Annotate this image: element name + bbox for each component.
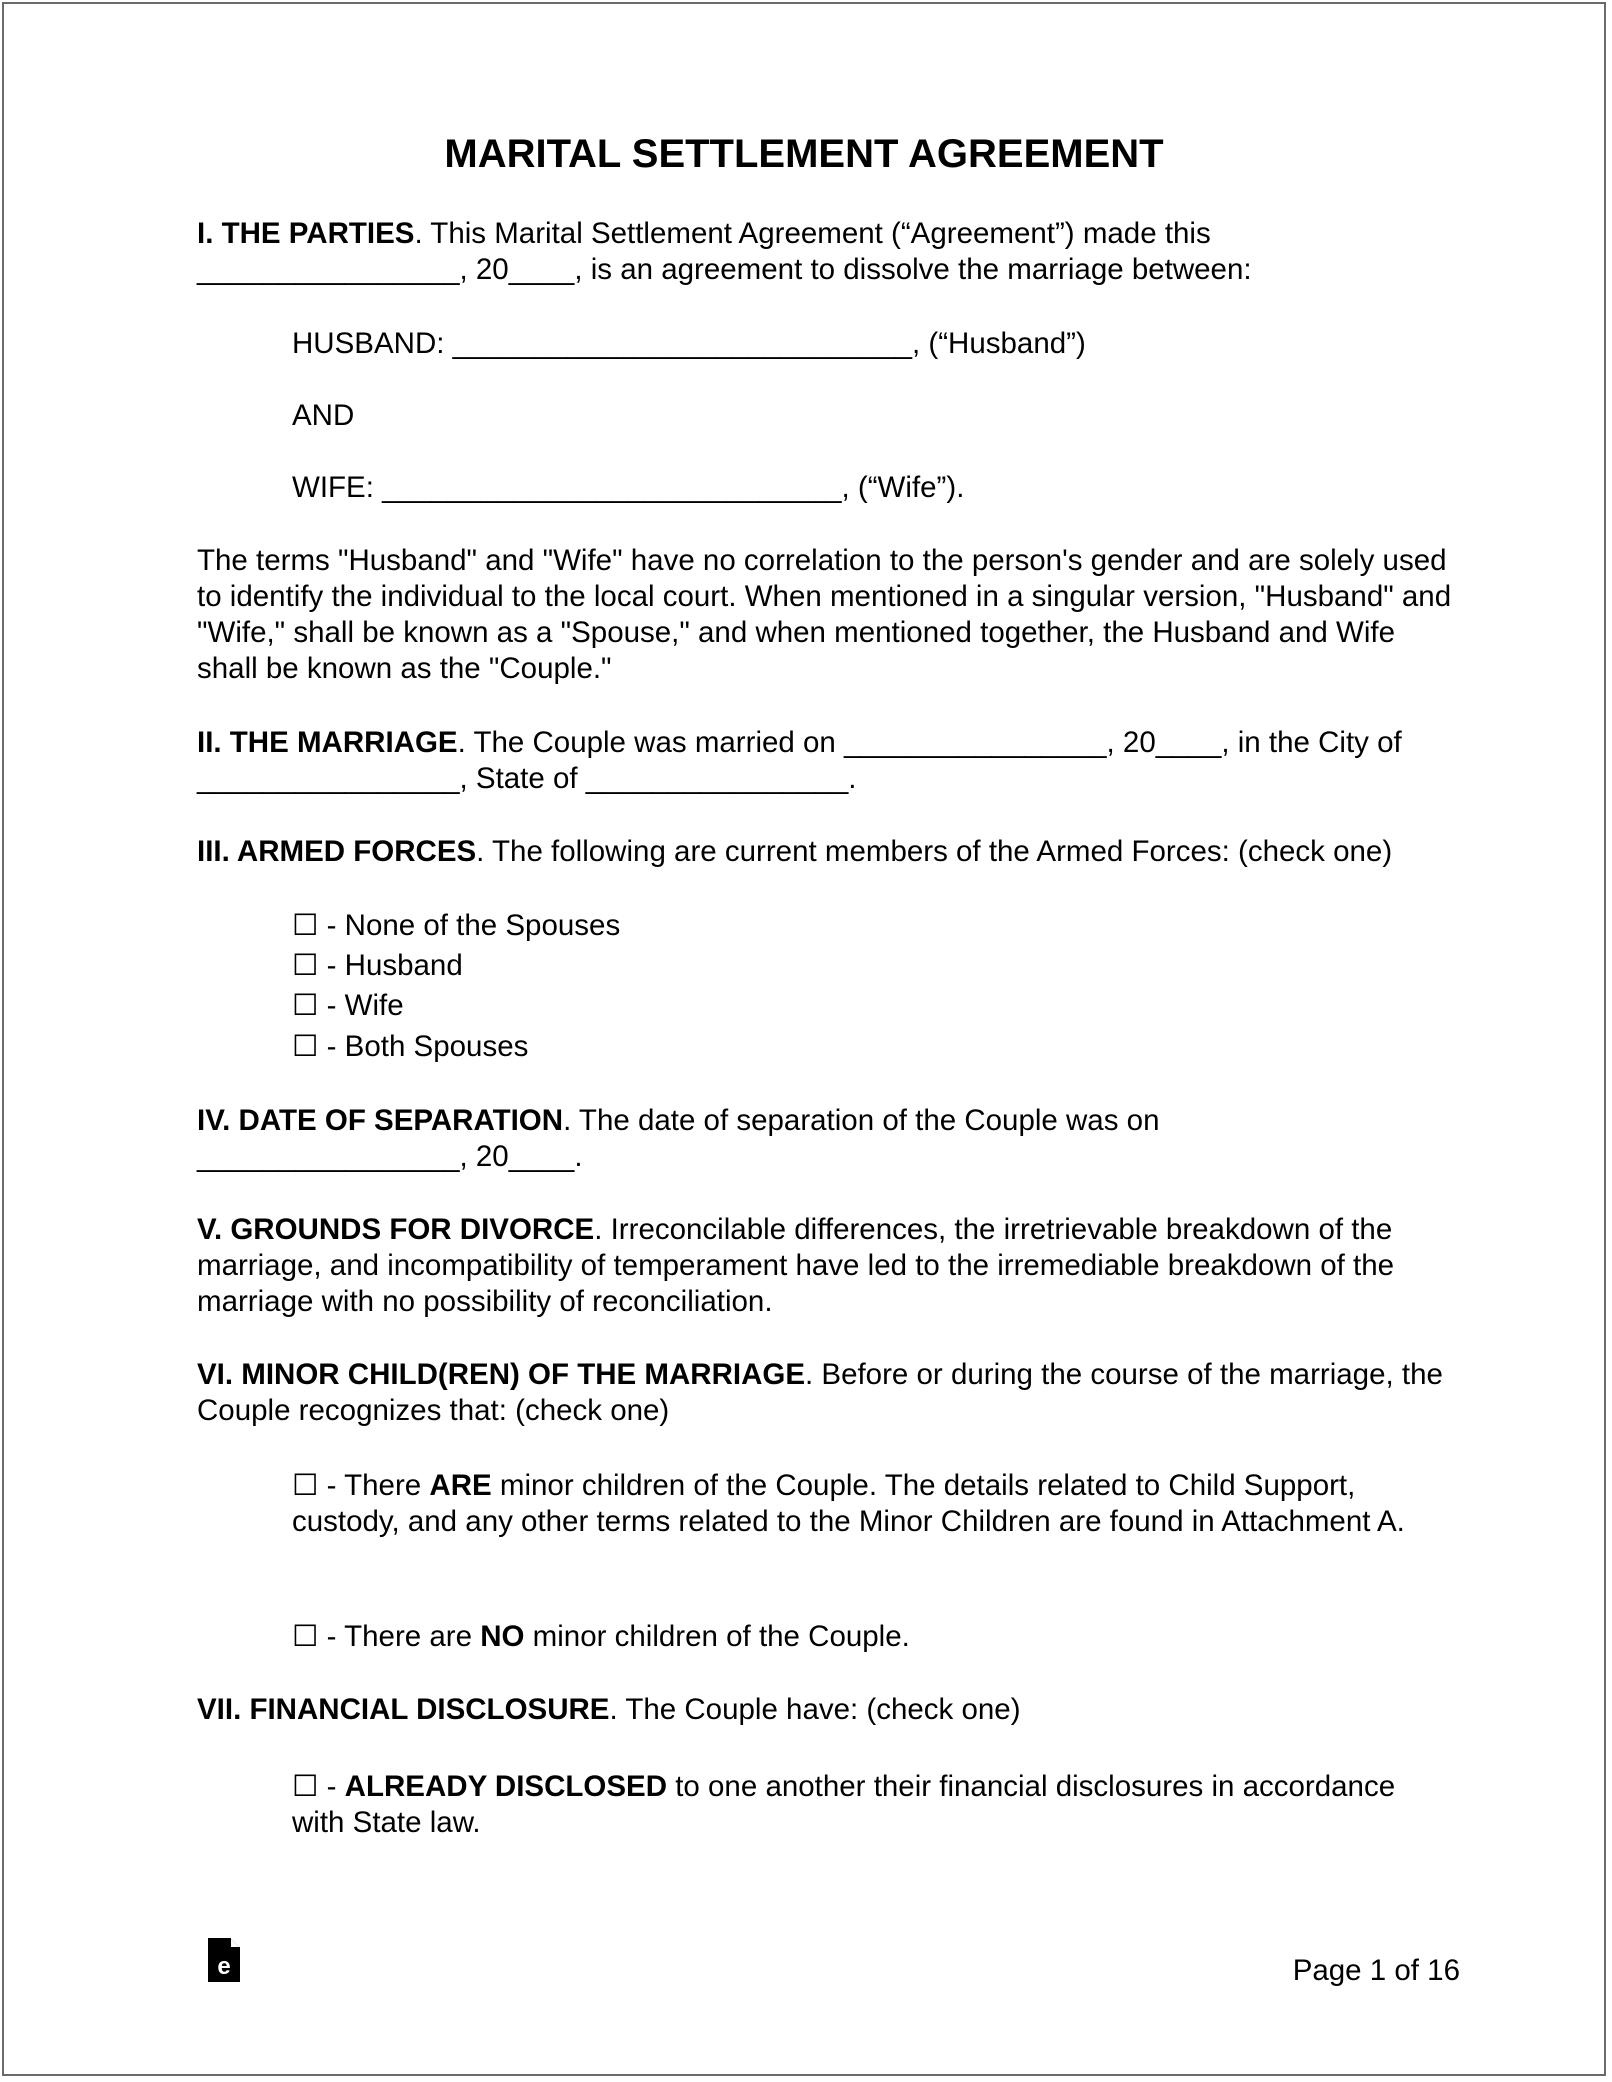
wife-line: WIFE: ____________________________, (“Wife”). [292, 471, 965, 504]
section-text: . This Marital Settlement Agreement (“Agreement”) made this [414, 217, 1211, 250]
section-text: . Before or during the course of the marriage, the Couple recognizes that: (check one) [197, 1358, 1443, 1427]
section-heading: II. THE MARRIAGE [197, 726, 458, 759]
option-emphasis: ALREADY DISCLOSED [344, 1770, 668, 1803]
eforms-logo-icon [206, 1936, 242, 1984]
section-text-line2: ________________, 20____, is an agreement to dissolve the marriage between: [197, 253, 1252, 286]
page-number: Page 1 of 16 [1292, 1954, 1460, 1987]
checkbox-option-husband[interactable]: ☐ - Husband [292, 949, 463, 982]
option-text: to one another their financial disclosures in accordance with State law. [292, 1770, 1396, 1839]
svg-text:e: e [217, 1953, 231, 1980]
section-parties [197, 216, 1457, 288]
checkbox-option-disclosed[interactable] [292, 1769, 1442, 1841]
option-emphasis: ARE [429, 1469, 492, 1502]
section-heading: III. ARMED FORCES [197, 835, 477, 868]
section-heading: VII. FINANCIAL DISCLOSURE [197, 1693, 610, 1726]
checkbox-option-both[interactable]: ☐ - Both Spouses [292, 1030, 529, 1063]
section-text: . The following are current members of the Armed Forces: (check one) [476, 835, 1393, 868]
option-text: ☐ - There are [292, 1620, 481, 1653]
section-heading: VI. MINOR CHILD(REN) OF THE MARRIAGE [197, 1358, 806, 1391]
document-title: MARITAL SETTLEMENT AGREEMENT [444, 132, 1164, 176]
option-emphasis: NO [480, 1620, 525, 1653]
and-line: AND [292, 399, 355, 432]
section-heading: I. THE PARTIES [197, 217, 415, 250]
checkbox-option-children-no[interactable] [292, 1619, 1442, 1655]
section-separation [197, 1103, 1267, 1175]
checkbox-option-children-are[interactable] [292, 1468, 1442, 1540]
section-text: . Irreconcilable differences, the irretrievable breakdown of the marriage, and incompatibility of temperament have led to the irremediable breakdown of the marriage with no possibility of reconciliation. [197, 1213, 1395, 1318]
terms-paragraph: The terms "Husband" and "Wife" have no correlation to the person's gender and are solely used to identify the individual to the local court. When mentioned in a singular version, "Husband" and "Wife," shall be known as a "Spouse," and when mentioned together, the Husband and Wife shall be known as the "Couple." [197, 544, 1452, 685]
section-heading: V. GROUNDS FOR DIVORCE [197, 1213, 595, 1246]
option-text: minor children of the Couple. The details related to Child Support, custody, and any other terms related to the Minor Children are found in Attachment A. [292, 1469, 1405, 1538]
checkbox-option-none[interactable]: ☐ - None of the Spouses [292, 909, 621, 942]
section-financial [197, 1692, 1457, 1728]
section-armed-forces [197, 834, 1457, 870]
section-heading: IV. DATE OF SEPARATION [197, 1104, 564, 1137]
section-text: . The Couple have: (check one) [609, 1693, 1021, 1726]
husband-line: HUSBAND: ____________________________, (“Husband”) [292, 327, 1086, 360]
document-page [2, 2, 1606, 2076]
section-children [197, 1357, 1457, 1429]
section-grounds [197, 1212, 1457, 1320]
option-text: minor children of the Couple. [524, 1620, 910, 1653]
section-text: . The Couple was married on ________________, 20____, in the City of ________________, State of ________________. [197, 726, 1402, 795]
section-marriage [197, 725, 1457, 797]
section-text: . The date of separation of the Couple was on ________________, 20____. [197, 1104, 1160, 1173]
checkbox-option-wife[interactable]: ☐ - Wife [292, 989, 404, 1022]
option-text: ☐ - [292, 1770, 345, 1803]
option-text: ☐ - There [292, 1469, 430, 1502]
